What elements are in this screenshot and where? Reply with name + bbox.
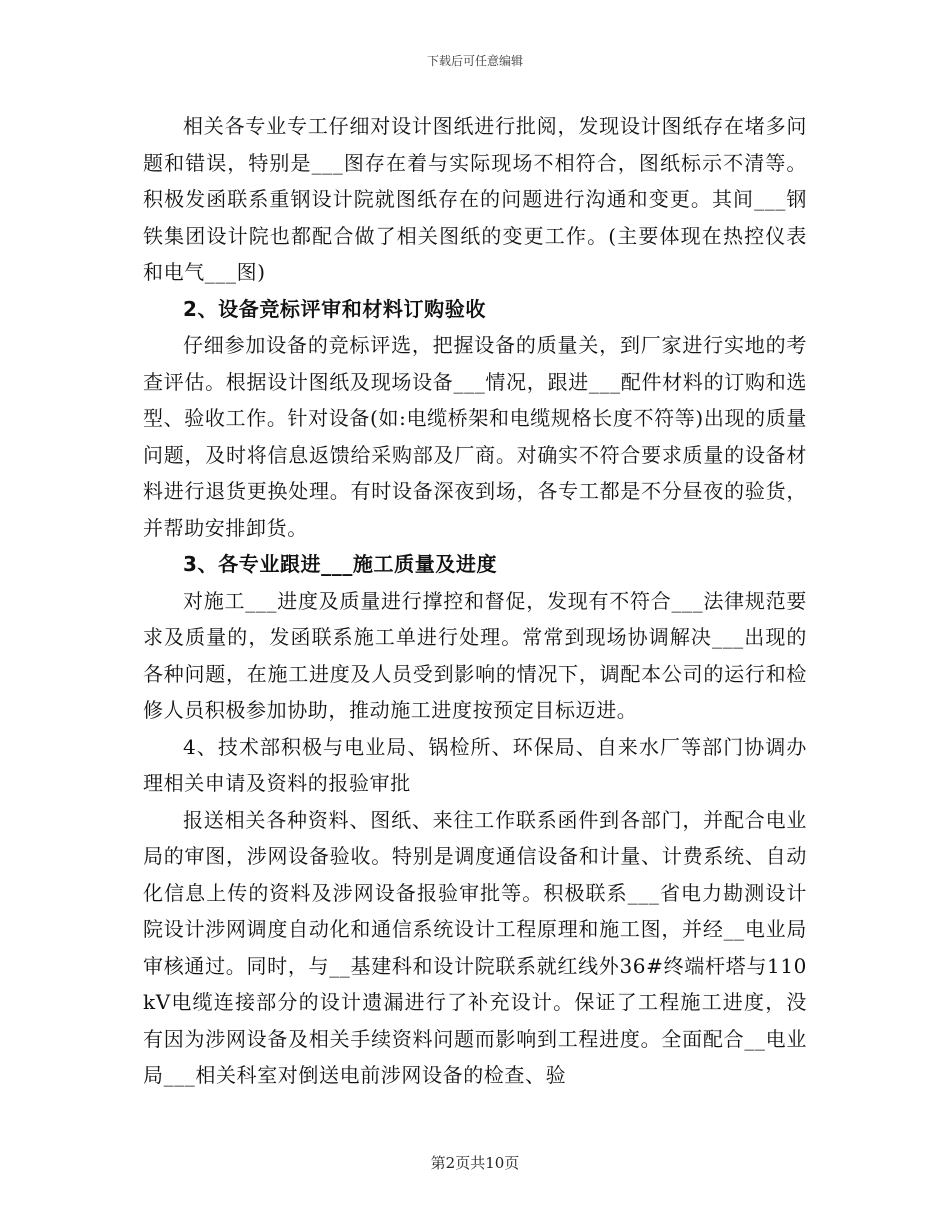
paragraph-equipment-bidding: 仔细参加设备的竞标评选，把握设备的质量关，到厂家进行实地的考查评估。根据设计图纸及现场设备___情况，跟进___配件材料的订购和选型、验收工作。针对设备(如:电缆桥架和电缆规格长度不符等)出现的质量问题，及时将信息返馈给采购部及厂商。对确实不符合要求质量的设备材料进行退货更换处理。有时设备深夜到场，各专工都是不分昼夜的验货，并帮助安排卸货。	[143, 333, 807, 540]
paragraph-construction-quality: 对施工___进度及质量进行撑控和督促，发现有不符合___法律规范要求及质量的，发函联系施工单进行处理。常常到现场协调解决___出现的各种问题，在施工进度及人员受到影响的情况下，调配本公司的运行和检修人员积极参加协助，推动施工进度按预定目标迈进。	[143, 588, 807, 722]
section-heading-3: 3、各专业跟进___施工质量及进度	[183, 552, 498, 576]
paragraph-approvals: 报送相关各种资料、图纸、来往工作联系函件到各部门，并配合电业局的审图，涉网设备验收。特别是调度通信设备和计量、计费系统、自动化信息上传的资料及涉网设备报验审批等。积极联系___省电力勘测设计院设计涉网调度自动化和通信系统设计工程原理和施工图，并经__电业局审核通过。同时，与__基建科和设计院联系就红线外36#终端杆塔与110kV电缆连接部分的设计遗漏进行了补充设计。保证了工程施工进度，没有因为涉网设备及相关手续资料问题而影响到工程进度。全面配合__电业局___相关科室对倒送电前涉网设备的检查、验	[143, 807, 807, 1087]
page-header: 下载后可任意编辑	[426, 54, 523, 68]
section-heading-4: 4、技术部积极与电业局、锅检所、环保局、自来水厂等部门协调办理相关申请及资料的报验审批	[143, 734, 807, 795]
paragraph-drawing-review: 相关各专业专工仔细对设计图纸进行批阅，发现设计图纸存在堵多问题和错误，特别是___图存在着与实际现场不相符合，图纸标示不清等。积极发函联系重钢设计院就图纸存在的问题进行沟通和变更。其间___钢铁集团设计院也都配合做了相关图纸的变更工作。(主要体现在热控仪表和电气___图)	[143, 114, 807, 284]
page-footer: 第2页共10页	[430, 1154, 520, 1172]
document-body	[143, 108, 807, 1094]
section-heading-2: 2、设备竞标评审和材料订购验收	[183, 296, 486, 321]
